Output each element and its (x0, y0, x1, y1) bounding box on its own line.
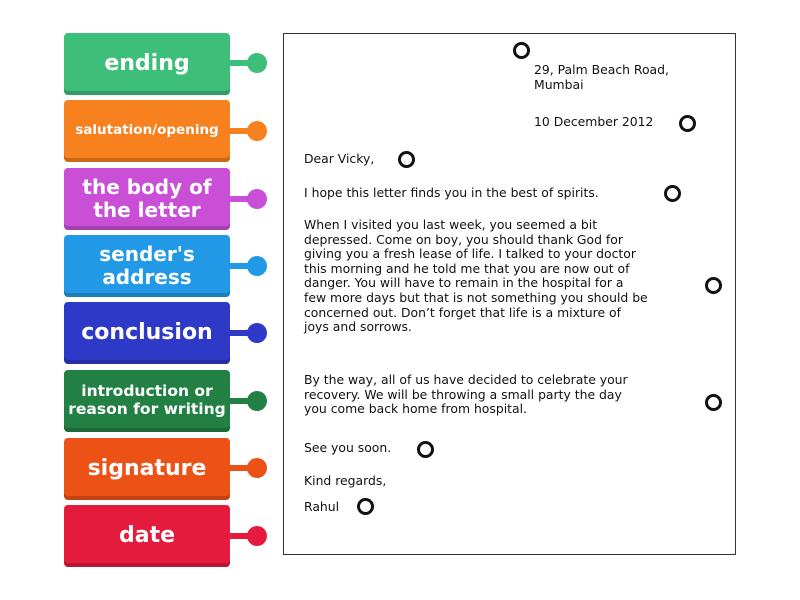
body-line: When I visited you last week, you seemed a bit (304, 217, 598, 232)
label-senders-address[interactable] (64, 235, 230, 297)
conclusion-line: By the way, all of us have decided to celebrate your (304, 372, 628, 387)
label-text: the body of the letter (82, 175, 212, 222)
drag-pin-body[interactable] (247, 189, 267, 209)
conclusion-paragraph (304, 373, 628, 417)
label-text: ending (104, 51, 190, 77)
label-text: salutation/opening (75, 122, 219, 139)
drop-target-signature[interactable] (357, 498, 374, 515)
address-line-2: Mumbai (534, 77, 584, 92)
body-line: concerned out. Don’t forget that life is a mixture of (304, 304, 621, 320)
conclusion-line: you come back home from hospital. (304, 401, 527, 417)
drag-pin-address[interactable] (247, 256, 267, 276)
label-text: introduction or reason for writing (68, 382, 226, 418)
drop-target-date[interactable] (679, 115, 696, 132)
label-body-of-letter[interactable] (64, 168, 230, 230)
drop-target-salutation[interactable] (398, 151, 415, 168)
see-you-line: See you soon. (304, 440, 392, 455)
drag-pin-ending[interactable] (247, 53, 267, 73)
body-line: joys and sorrows. (304, 319, 412, 335)
drop-target-conclusion[interactable] (705, 394, 722, 411)
label-date[interactable] (64, 505, 230, 567)
greeting: Dear Vicky, (304, 151, 375, 166)
body-paragraph (304, 218, 648, 335)
drop-target-ending[interactable] (417, 441, 434, 458)
body-line: this morning and he told me that you are now out of (304, 260, 630, 276)
drag-pin-conclusion[interactable] (247, 323, 267, 343)
signature-name: Rahul (304, 499, 340, 514)
label-text: conclusion (81, 320, 213, 346)
letter-date: 10 December 2012 (534, 114, 654, 129)
label-introduction[interactable] (64, 370, 230, 432)
drop-target-address[interactable] (513, 42, 530, 59)
drop-target-introduction[interactable] (664, 185, 681, 202)
drag-pin-signature[interactable] (247, 458, 267, 478)
drag-pin-salutation[interactable] (247, 121, 267, 141)
body-line: danger. You will have to remain in the hospital for a (304, 275, 624, 291)
label-text: date (118, 523, 176, 549)
label-ending[interactable] (64, 33, 230, 95)
body-line: few more days but that is not something you should be (304, 289, 648, 305)
label-text: signature (87, 456, 207, 482)
label-signature[interactable] (64, 438, 230, 500)
drag-pin-date[interactable] (247, 526, 267, 546)
drag-pin-introduction[interactable] (247, 391, 267, 411)
label-text: sender's address (99, 242, 195, 289)
conclusion-line: recovery. We will be throwing a small party the day (304, 386, 622, 402)
body-line: depressed. Come on boy, you should thank God for (304, 231, 623, 247)
label-salutation-opening[interactable] (64, 100, 230, 162)
closing-line: Kind regards, (304, 473, 387, 488)
address-line-1: 29, Palm Beach Road, (534, 62, 669, 77)
intro-line: I hope this letter finds you in the best of spirits. (304, 185, 599, 200)
body-line: giving you a fresh lease of life. I talked to your doctor (304, 246, 636, 262)
drop-target-body[interactable] (705, 277, 722, 294)
label-conclusion[interactable] (64, 302, 230, 364)
